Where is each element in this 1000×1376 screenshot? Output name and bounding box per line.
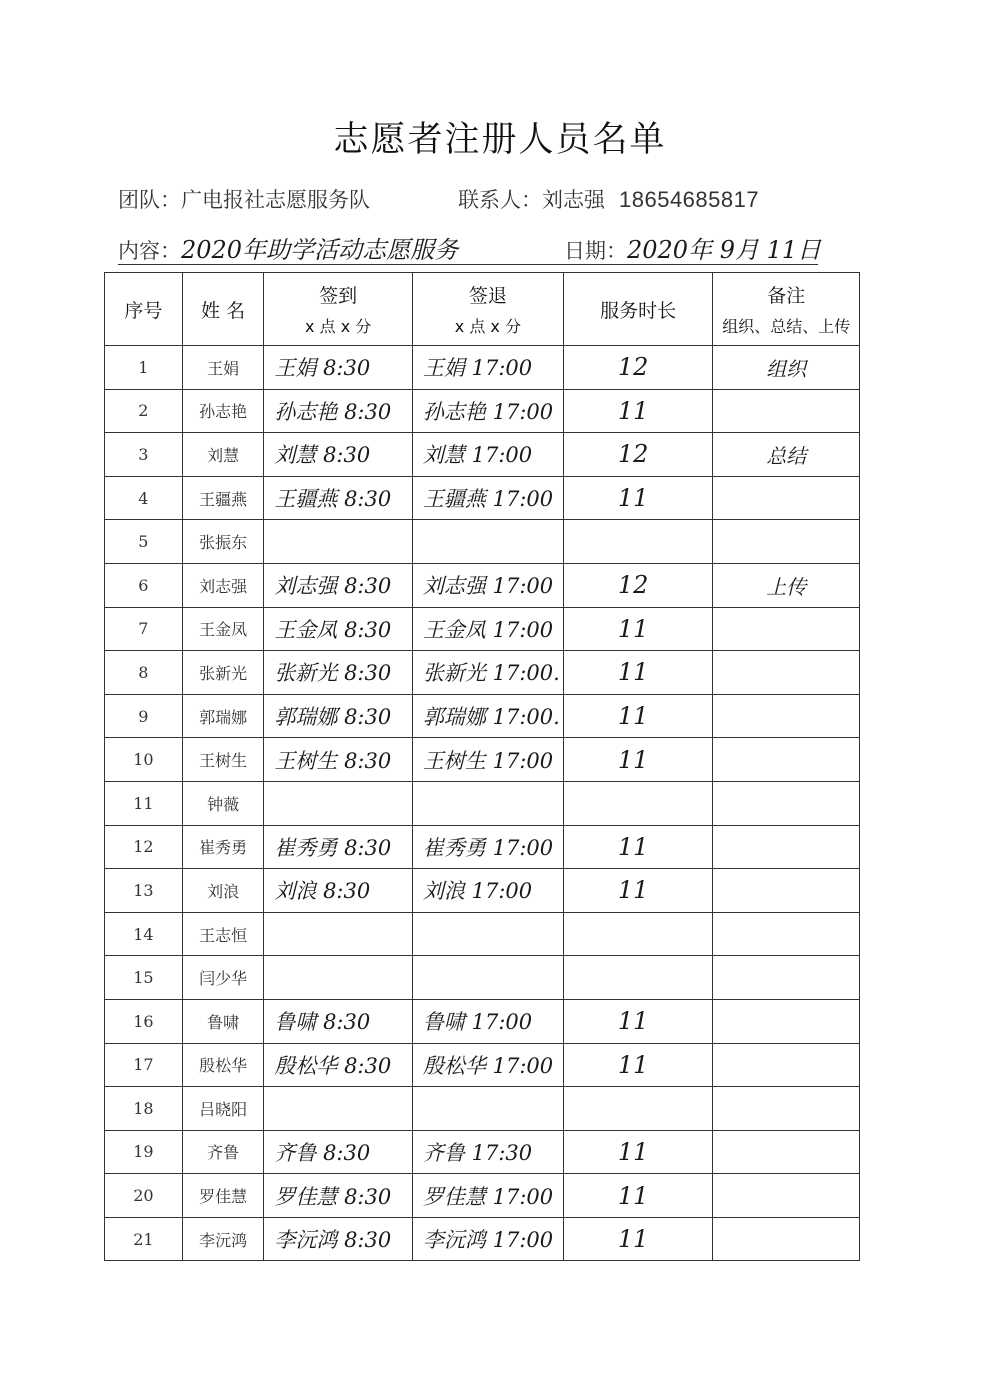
cell-hours: 11 bbox=[563, 738, 713, 782]
header-note-label: 备注 bbox=[767, 285, 806, 307]
cell-hours: 11 bbox=[563, 1217, 713, 1261]
cell-note bbox=[713, 476, 860, 520]
cell-checkin: 王疆燕 8:30 bbox=[264, 476, 413, 520]
cell-hours bbox=[563, 781, 713, 825]
cell-checkin bbox=[264, 912, 413, 956]
cell-checkout bbox=[412, 520, 563, 564]
cell-note bbox=[713, 651, 860, 695]
cell-no: 5 bbox=[105, 520, 183, 564]
table-row bbox=[105, 607, 860, 651]
date-value: 2020年 9月 11日 bbox=[627, 236, 822, 264]
cell-hours: 11 bbox=[563, 869, 713, 913]
table-row bbox=[105, 781, 860, 825]
cell-hours: 12 bbox=[563, 433, 713, 477]
cell-checkin: 刘慧 8:30 bbox=[264, 433, 413, 477]
cell-checkout: 刘志强 17:00 bbox=[412, 563, 563, 607]
cell-note bbox=[713, 956, 860, 1000]
cell-checkin bbox=[264, 956, 413, 1000]
cell-hours: 11 bbox=[563, 607, 713, 651]
date-label: 日期： bbox=[564, 239, 627, 263]
cell-checkin bbox=[264, 1087, 413, 1131]
header-no: 序号 bbox=[105, 273, 183, 346]
table-row bbox=[105, 1130, 860, 1174]
header-note bbox=[713, 273, 860, 346]
cell-checkout bbox=[412, 956, 563, 1000]
cell-no: 9 bbox=[105, 694, 183, 738]
cell-name: 吕晓阳 bbox=[182, 1087, 264, 1131]
cell-checkout: 孙志艳 17:00 bbox=[412, 389, 563, 433]
table-row bbox=[105, 1043, 860, 1087]
cell-note bbox=[713, 1043, 860, 1087]
cell-checkout: 崔秀勇 17:00 bbox=[412, 825, 563, 869]
cell-hours: 12 bbox=[563, 346, 713, 390]
cell-checkout bbox=[412, 912, 563, 956]
cell-note bbox=[713, 694, 860, 738]
team-value: 广电报社志愿服务队 bbox=[181, 188, 370, 212]
cell-hours: 11 bbox=[563, 1043, 713, 1087]
table-row bbox=[105, 476, 860, 520]
cell-note bbox=[713, 825, 860, 869]
cell-hours bbox=[563, 520, 713, 564]
cell-checkout: 张新光 17:00. bbox=[412, 651, 563, 695]
header-checkin-sub: x 点 x 分 bbox=[305, 317, 372, 336]
cell-checkout: 刘慧 17:00 bbox=[412, 433, 563, 477]
cell-no: 21 bbox=[105, 1217, 183, 1261]
cell-note bbox=[713, 999, 860, 1043]
content-value: 2020年助学活动志愿服务 bbox=[181, 236, 459, 264]
cell-note: 总结 bbox=[713, 433, 860, 477]
cell-checkout: 李沅鸿 17:00 bbox=[412, 1217, 563, 1261]
cell-hours: 11 bbox=[563, 651, 713, 695]
cell-no: 8 bbox=[105, 651, 183, 695]
table-row bbox=[105, 389, 860, 433]
cell-no: 19 bbox=[105, 1130, 183, 1174]
cell-checkin: 王树生 8:30 bbox=[264, 738, 413, 782]
cell-checkout: 罗佳慧 17:00 bbox=[412, 1174, 563, 1218]
cell-checkout bbox=[412, 781, 563, 825]
table-row bbox=[105, 563, 860, 607]
cell-hours bbox=[563, 912, 713, 956]
cell-no: 10 bbox=[105, 738, 183, 782]
cell-no: 20 bbox=[105, 1174, 183, 1218]
cell-no: 15 bbox=[105, 956, 183, 1000]
cell-name: 闫少华 bbox=[182, 956, 264, 1000]
cell-name: 张新光 bbox=[182, 651, 264, 695]
cell-note bbox=[713, 869, 860, 913]
table-row bbox=[105, 912, 860, 956]
table-row bbox=[105, 999, 860, 1043]
table-row bbox=[105, 433, 860, 477]
header-hours: 服务时长 bbox=[563, 273, 713, 346]
cell-note: 组织 bbox=[713, 346, 860, 390]
cell-note bbox=[713, 389, 860, 433]
cell-checkout: 王金凤 17:00 bbox=[412, 607, 563, 651]
cell-checkin: 郭瑞娜 8:30 bbox=[264, 694, 413, 738]
cell-hours: 11 bbox=[563, 1174, 713, 1218]
table-row bbox=[105, 1174, 860, 1218]
cell-note bbox=[713, 607, 860, 651]
cell-name: 王志恒 bbox=[182, 912, 264, 956]
cell-note bbox=[713, 1174, 860, 1218]
header-checkin bbox=[264, 273, 413, 346]
cell-no: 14 bbox=[105, 912, 183, 956]
cell-checkout: 王娟 17:00 bbox=[412, 346, 563, 390]
contact-block bbox=[458, 184, 759, 214]
cell-hours bbox=[563, 1087, 713, 1131]
header-checkout-sub: x 点 x 分 bbox=[454, 317, 521, 336]
cell-name: 王树生 bbox=[182, 738, 264, 782]
team-row bbox=[118, 184, 838, 214]
cell-note bbox=[713, 1087, 860, 1131]
cell-name: 王金凤 bbox=[182, 607, 264, 651]
cell-no: 13 bbox=[105, 869, 183, 913]
cell-checkout: 王树生 17:00 bbox=[412, 738, 563, 782]
volunteer-table bbox=[104, 272, 860, 1261]
cell-note bbox=[713, 520, 860, 564]
cell-hours bbox=[563, 956, 713, 1000]
cell-name: 齐鲁 bbox=[182, 1130, 264, 1174]
cell-name: 王疆燕 bbox=[182, 476, 264, 520]
table-header-row bbox=[105, 273, 860, 346]
cell-no: 7 bbox=[105, 607, 183, 651]
cell-name: 罗佳慧 bbox=[182, 1174, 264, 1218]
cell-checkin: 王金凤 8:30 bbox=[264, 607, 413, 651]
header-name: 姓 名 bbox=[182, 273, 264, 346]
cell-checkin bbox=[264, 520, 413, 564]
header-checkout-label: 签退 bbox=[468, 285, 507, 307]
cell-checkin: 罗佳慧 8:30 bbox=[264, 1174, 413, 1218]
cell-checkin: 张新光 8:30 bbox=[264, 651, 413, 695]
cell-name: 张振东 bbox=[182, 520, 264, 564]
cell-name: 刘浪 bbox=[182, 869, 264, 913]
cell-hours: 12 bbox=[563, 563, 713, 607]
cell-checkin: 崔秀勇 8:30 bbox=[264, 825, 413, 869]
cell-checkin: 刘浪 8:30 bbox=[264, 869, 413, 913]
cell-no: 6 bbox=[105, 563, 183, 607]
cell-hours: 11 bbox=[563, 389, 713, 433]
cell-checkout: 刘浪 17:00 bbox=[412, 869, 563, 913]
table-row bbox=[105, 956, 860, 1000]
page-title: 志愿者注册人员名单 bbox=[333, 120, 667, 160]
table-row bbox=[105, 346, 860, 390]
content-row bbox=[118, 230, 822, 265]
date-block bbox=[564, 230, 821, 265]
cell-name: 鲁啸 bbox=[182, 999, 264, 1043]
cell-name: 刘慧 bbox=[182, 433, 264, 477]
cell-checkin bbox=[264, 781, 413, 825]
table-row bbox=[105, 738, 860, 782]
cell-checkin: 李沅鸿 8:30 bbox=[264, 1217, 413, 1261]
cell-checkout: 王疆燕 17:00 bbox=[412, 476, 563, 520]
content-label: 内容： bbox=[118, 239, 181, 263]
cell-note bbox=[713, 738, 860, 782]
cell-checkin: 王娟 8:30 bbox=[264, 346, 413, 390]
table-row bbox=[105, 869, 860, 913]
cell-no: 11 bbox=[105, 781, 183, 825]
cell-note bbox=[713, 781, 860, 825]
cell-hours: 11 bbox=[563, 694, 713, 738]
cell-checkout: 齐鲁 17:30 bbox=[412, 1130, 563, 1174]
cell-hours: 11 bbox=[563, 825, 713, 869]
cell-no: 2 bbox=[105, 389, 183, 433]
cell-checkin: 殷松华 8:30 bbox=[264, 1043, 413, 1087]
cell-checkin: 鲁啸 8:30 bbox=[264, 999, 413, 1043]
cell-checkin: 孙志艳 8:30 bbox=[264, 389, 413, 433]
cell-no: 1 bbox=[105, 346, 183, 390]
cell-no: 16 bbox=[105, 999, 183, 1043]
table-row bbox=[105, 1087, 860, 1131]
cell-note bbox=[713, 1130, 860, 1174]
header-note-sub: 组织、总结、上传 bbox=[722, 317, 851, 336]
contact-phone: 18654685817 bbox=[619, 187, 760, 212]
cell-no: 12 bbox=[105, 825, 183, 869]
cell-checkout: 殷松华 17:00 bbox=[412, 1043, 563, 1087]
cell-name: 孙志艳 bbox=[182, 389, 264, 433]
contact-name: 刘志强 bbox=[542, 188, 605, 212]
cell-note bbox=[713, 912, 860, 956]
cell-hours: 11 bbox=[563, 476, 713, 520]
cell-hours: 11 bbox=[563, 999, 713, 1043]
cell-checkout: 鲁啸 17:00 bbox=[412, 999, 563, 1043]
cell-no: 18 bbox=[105, 1087, 183, 1131]
cell-checkout: 郭瑞娜 17:00. bbox=[412, 694, 563, 738]
contact-label: 联系人： bbox=[458, 188, 542, 212]
header-checkout bbox=[412, 273, 563, 346]
cell-name: 殷松华 bbox=[182, 1043, 264, 1087]
cell-name: 郭瑞娜 bbox=[182, 694, 264, 738]
header-checkin-label: 签到 bbox=[319, 285, 358, 307]
cell-checkin: 齐鲁 8:30 bbox=[264, 1130, 413, 1174]
cell-checkin: 刘志强 8:30 bbox=[264, 563, 413, 607]
cell-name: 王娟 bbox=[182, 346, 264, 390]
cell-name: 钟薇 bbox=[182, 781, 264, 825]
table-row bbox=[105, 651, 860, 695]
cell-note: 上传 bbox=[713, 563, 860, 607]
cell-name: 李沅鸿 bbox=[182, 1217, 264, 1261]
cell-no: 4 bbox=[105, 476, 183, 520]
table-row bbox=[105, 520, 860, 564]
table-row bbox=[105, 825, 860, 869]
cell-hours: 11 bbox=[563, 1130, 713, 1174]
cell-note bbox=[713, 1217, 860, 1261]
table-row bbox=[105, 1217, 860, 1261]
cell-checkout bbox=[412, 1087, 563, 1131]
cell-name: 崔秀勇 bbox=[182, 825, 264, 869]
cell-no: 3 bbox=[105, 433, 183, 477]
cell-name: 刘志强 bbox=[182, 563, 264, 607]
table-body bbox=[105, 346, 860, 1261]
table-row bbox=[105, 694, 860, 738]
cell-no: 17 bbox=[105, 1043, 183, 1087]
team-label: 团队： bbox=[118, 188, 181, 212]
